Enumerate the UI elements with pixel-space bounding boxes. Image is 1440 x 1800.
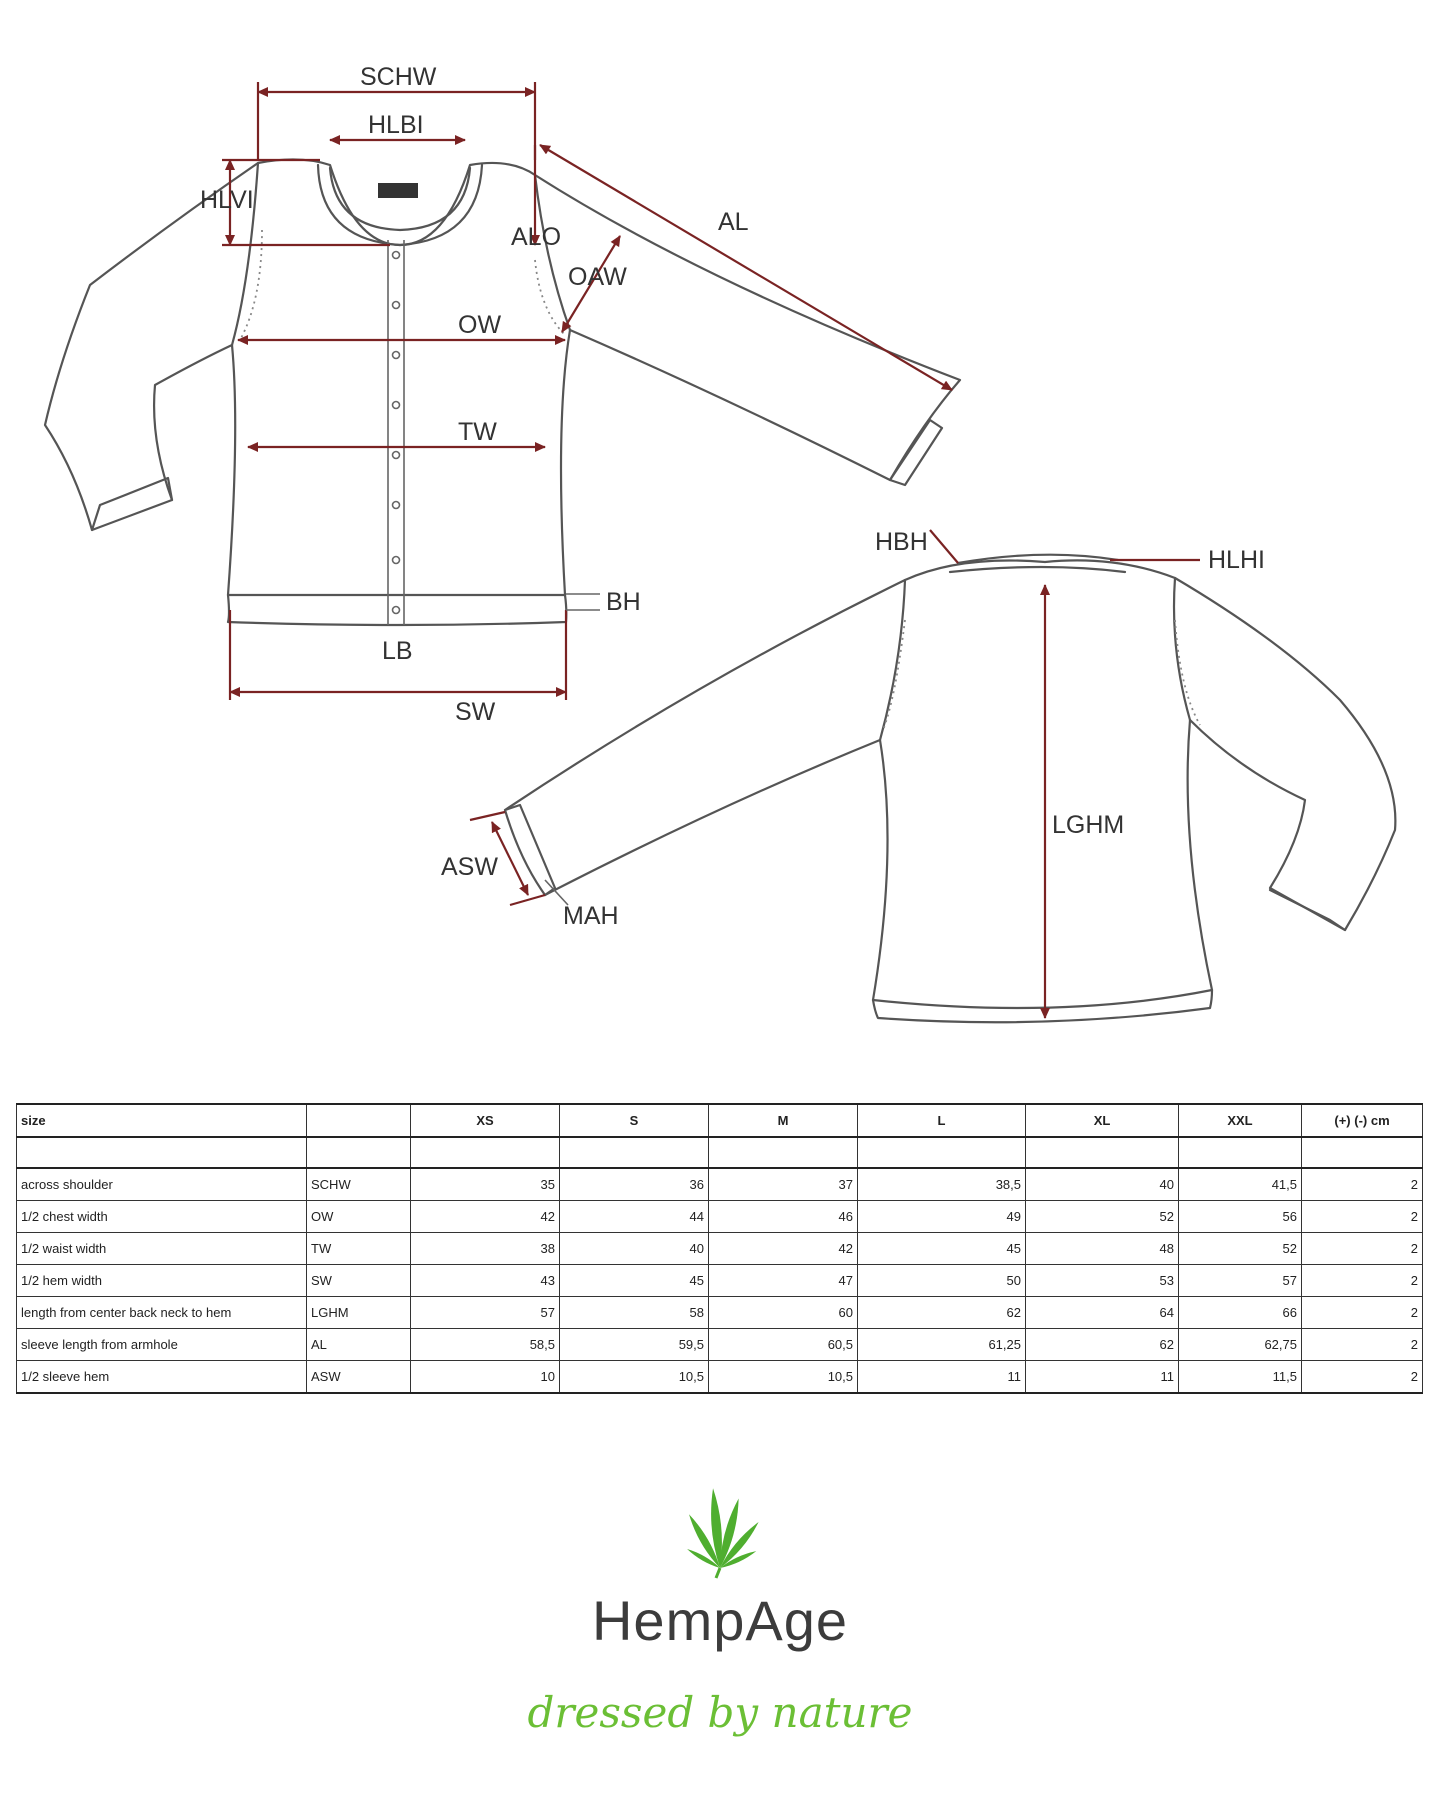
measurement-value: 60 bbox=[709, 1297, 858, 1329]
measurement-value: 61,25 bbox=[858, 1329, 1026, 1361]
measurement-value: 56 bbox=[1179, 1201, 1302, 1233]
label-hlvi: HLVI bbox=[200, 186, 254, 214]
label-schw: SCHW bbox=[360, 63, 437, 91]
neck-label-tag bbox=[378, 183, 418, 198]
measurement-value: 36 bbox=[560, 1168, 709, 1201]
label-tw: TW bbox=[458, 418, 497, 446]
measurement-value: 60,5 bbox=[709, 1329, 858, 1361]
label-sw: SW bbox=[455, 698, 496, 726]
brand-logo-block bbox=[0, 1470, 1440, 1800]
label-asw: ASW bbox=[441, 853, 498, 881]
measurement-value: 62 bbox=[1026, 1329, 1179, 1361]
front-buttons bbox=[393, 252, 400, 614]
header-tolerance: (+) (-) cm bbox=[1302, 1104, 1423, 1137]
label-al: AL bbox=[718, 208, 749, 236]
measurement-value: 42 bbox=[709, 1233, 858, 1265]
header-s: S bbox=[560, 1104, 709, 1137]
measurement-value: 11,5 bbox=[1179, 1361, 1302, 1394]
measurement-value: 57 bbox=[411, 1297, 560, 1329]
measurement-value: 40 bbox=[560, 1233, 709, 1265]
measurement-value: 45 bbox=[858, 1233, 1026, 1265]
label-bh: BH bbox=[606, 588, 641, 616]
measurement-value: 2 bbox=[1302, 1329, 1423, 1361]
hemp-leaf-icon bbox=[665, 1480, 775, 1580]
label-hbh: HBH bbox=[875, 528, 928, 556]
measurement-value: 2 bbox=[1302, 1233, 1423, 1265]
measurement-value: 49 bbox=[858, 1201, 1026, 1233]
table-row bbox=[17, 1233, 1423, 1265]
label-ow: OW bbox=[458, 311, 502, 339]
brand-tagline: dressed by nature bbox=[527, 1688, 913, 1737]
measurement-value: 62 bbox=[858, 1297, 1026, 1329]
measurement-value: 57 bbox=[1179, 1265, 1302, 1297]
size-chart-table bbox=[16, 1103, 1423, 1394]
measurement-value: 44 bbox=[560, 1201, 709, 1233]
measurement-name: across shoulder bbox=[17, 1168, 307, 1201]
label-lghm: LGHM bbox=[1052, 811, 1125, 839]
measurement-abbr: SW bbox=[307, 1265, 411, 1297]
measurement-value: 50 bbox=[858, 1265, 1026, 1297]
measurement-name: length from center back neck to hem bbox=[17, 1297, 307, 1329]
header-m: M bbox=[709, 1104, 858, 1137]
measurement-value: 38 bbox=[411, 1233, 560, 1265]
measurement-value: 48 bbox=[1026, 1233, 1179, 1265]
measurement-value: 45 bbox=[560, 1265, 709, 1297]
measurement-value: 2 bbox=[1302, 1361, 1423, 1394]
back-view-shirt bbox=[505, 555, 1395, 1023]
measurement-value: 11 bbox=[1026, 1361, 1179, 1394]
label-lb: LB bbox=[382, 637, 413, 665]
front-view-shirt bbox=[45, 159, 960, 625]
header-abbr bbox=[307, 1104, 411, 1137]
table-row bbox=[17, 1265, 1423, 1297]
measurement-value: 58 bbox=[560, 1297, 709, 1329]
table-blank-row bbox=[17, 1137, 1423, 1168]
measurement-abbr: AL bbox=[307, 1329, 411, 1361]
label-hlhi: HLHI bbox=[1208, 546, 1265, 574]
measurement-value: 62,75 bbox=[1179, 1329, 1302, 1361]
measurement-value: 10 bbox=[411, 1361, 560, 1394]
brand-name: HempAge bbox=[591, 1589, 849, 1652]
table-row bbox=[17, 1329, 1423, 1361]
measurement-value: 64 bbox=[1026, 1297, 1179, 1329]
leaf-stem bbox=[716, 1568, 720, 1578]
table-row bbox=[17, 1297, 1423, 1329]
measurement-value: 43 bbox=[411, 1265, 560, 1297]
measurement-value: 52 bbox=[1026, 1201, 1179, 1233]
header-xs: XS bbox=[411, 1104, 560, 1137]
table-row bbox=[17, 1361, 1423, 1394]
measurement-value: 58,5 bbox=[411, 1329, 560, 1361]
measurement-value: 2 bbox=[1302, 1265, 1423, 1297]
back-dimensions bbox=[470, 530, 1200, 1018]
measurement-value: 2 bbox=[1302, 1201, 1423, 1233]
measurement-value: 42 bbox=[411, 1201, 560, 1233]
measurement-value: 53 bbox=[1026, 1265, 1179, 1297]
measurement-value: 10,5 bbox=[709, 1361, 858, 1394]
measurement-value: 2 bbox=[1302, 1297, 1423, 1329]
measurement-name: 1/2 waist width bbox=[17, 1233, 307, 1265]
measurement-abbr: OW bbox=[307, 1201, 411, 1233]
header-size: size bbox=[17, 1104, 307, 1137]
measurement-value: 40 bbox=[1026, 1168, 1179, 1201]
measurement-name: 1/2 sleeve hem bbox=[17, 1361, 307, 1394]
header-l: L bbox=[858, 1104, 1026, 1137]
measurement-name: sleeve length from armhole bbox=[17, 1329, 307, 1361]
measurement-value: 11 bbox=[858, 1361, 1026, 1394]
measurement-value: 10,5 bbox=[560, 1361, 709, 1394]
measurement-abbr: TW bbox=[307, 1233, 411, 1265]
table-header-row bbox=[17, 1104, 1423, 1137]
measurement-abbr: LGHM bbox=[307, 1297, 411, 1329]
label-mah: MAH bbox=[563, 902, 619, 930]
header-xl: XL bbox=[1026, 1104, 1179, 1137]
measurement-value: 41,5 bbox=[1179, 1168, 1302, 1201]
table-row bbox=[17, 1201, 1423, 1233]
label-hlbi: HLBI bbox=[368, 111, 424, 139]
measurement-value: 66 bbox=[1179, 1297, 1302, 1329]
measurement-name: 1/2 chest width bbox=[17, 1201, 307, 1233]
measurement-abbr: SCHW bbox=[307, 1168, 411, 1201]
measurement-value: 37 bbox=[709, 1168, 858, 1201]
measurement-value: 47 bbox=[709, 1265, 858, 1297]
front-labels bbox=[200, 63, 749, 726]
table-row bbox=[17, 1168, 1423, 1201]
measurement-value: 59,5 bbox=[560, 1329, 709, 1361]
measurement-name: 1/2 hem width bbox=[17, 1265, 307, 1297]
label-alo: ALO bbox=[511, 223, 562, 251]
measurement-value: 38,5 bbox=[858, 1168, 1026, 1201]
measurement-value: 2 bbox=[1302, 1168, 1423, 1201]
measurement-value: 52 bbox=[1179, 1233, 1302, 1265]
header-xxl: XXL bbox=[1179, 1104, 1302, 1137]
measurement-value: 46 bbox=[709, 1201, 858, 1233]
measurement-value: 35 bbox=[411, 1168, 560, 1201]
measurement-abbr: ASW bbox=[307, 1361, 411, 1394]
label-oaw: OAW bbox=[568, 263, 627, 291]
